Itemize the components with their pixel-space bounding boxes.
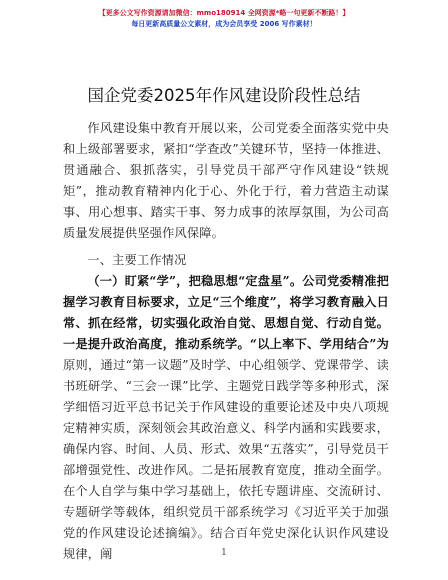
document-title: 国企党委2025年作风建设阶段性总结 (87, 86, 361, 105)
paragraph-text: 原则，通过“第一议题”及时学、中心组领学、党课带学、读书班研学、“三会一课”比学、主题党日践学等多种形式，深学细悟习近平总书记关于作风建设的重要论述及中央八项规定精神实质，深刻领会其政治意义、科学内涵和实践要求，确保内容、时间、人员、形式、效果“五落实”，引导党员干部增强党性、改进作风。二是拓展教育宽度，推动全面学。在个人自学与集中学习基础上，依托专题讲座、交流研讨、专题研学等载体，组织党员干部系统学习《习近平关于加强党的作风建设论述摘编》。结合百年党史深化认识作风建设规律，阐 (63, 358, 389, 561)
promo-banner-line2: 每日更新高质量公文素材，成为会员享受 2006 写作素材！ (131, 20, 317, 28)
page-number: 1 (221, 548, 227, 558)
promo-banner (0, 8, 448, 30)
section-paragraph (63, 271, 389, 565)
document-body (63, 118, 389, 565)
section-heading: 一、主要工作情况 (87, 253, 187, 267)
paragraph-bold-principle: “以上率下、学用结合”为 (249, 337, 390, 351)
promo-banner-line1: 【更多公文写作资源请加微信：mmo180914 全网资源*略一句更新不断路！】 (98, 9, 350, 17)
paragraph-bold-lead: （一）盯紧“学”，把稳思想“定盘星”。公司党委精准把握学习教育目标要求，立足“三个维度”，将学习教育融入日常、抓在经常，切实强化政治自觉、思想自觉、行动自觉。一是提升政治高度，推动系统学。 (63, 274, 389, 351)
intro-paragraph: 作风建设集中教育开展以来，公司党委全面落实党中央和上级部署要求，紧扣“学查改”关键环节，坚持一体推进、贯通融合、狠抓落实，引导党员干部严守作风建设“铁规矩”，推动教育精神内化于心、外化于行，着力营造主动谋事、用心想事、踏实干事、努力成事的浓厚氛围，为公司高质量发展提供坚强作风保障。 (63, 121, 389, 240)
